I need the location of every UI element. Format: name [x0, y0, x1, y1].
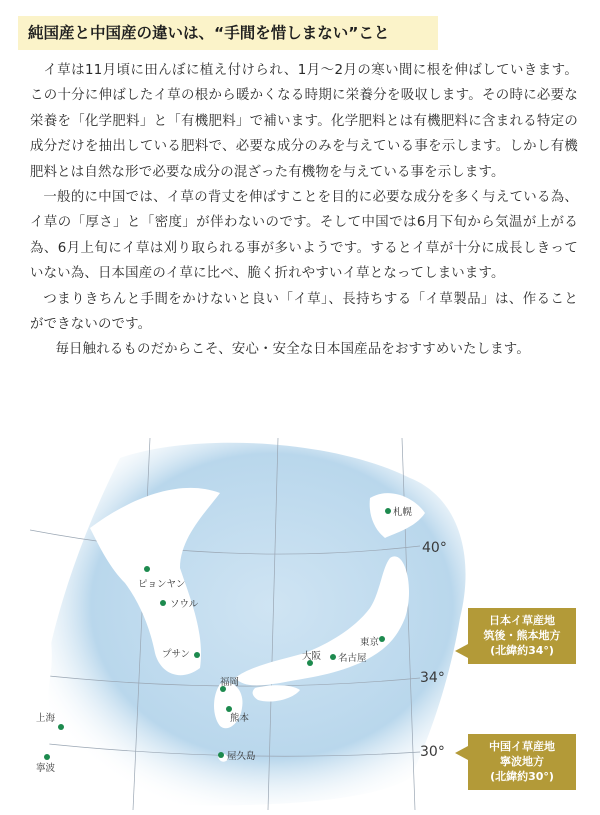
latitude-label-40: 40° — [422, 540, 447, 556]
callout-china-line3: (北緯約30°) — [490, 770, 554, 783]
city-dot-busan — [194, 652, 200, 658]
city-label-seoul: ソウル — [170, 599, 199, 610]
city-dot-nagoya — [330, 654, 336, 660]
city-dot-yakushima — [218, 752, 224, 758]
paragraph-2: 一般的に中国では、イ草の背丈を伸ばすことを目的に必要な成分を多く与えている為、イ草の「厚さ」と「密度」が伴わないのです。そして中国では6月下旬から気温が上がる為、6月上旬にイ草は刈り取られる事が多いようです。するとイ草が十分に成長しきっていない為、日本国産のイ草に比べ、脆く折れやすいイ草となってしまいます。 — [30, 190, 578, 282]
city-label-nagoya: 名古屋 — [338, 653, 367, 664]
city-label-fukuoka: 福岡 — [220, 677, 240, 688]
latitude-label-30: 30° — [420, 744, 445, 760]
city-dot-shanghai — [58, 724, 64, 730]
callout-arrow — [455, 644, 468, 658]
japan-production-callout — [468, 608, 576, 664]
article-body — [30, 58, 578, 363]
city-label-shanghai: 上海 — [36, 713, 56, 724]
city-label-kumamoto: 熊本 — [230, 713, 250, 724]
callout-japan-line3: (北緯約34°) — [490, 644, 554, 657]
china-production-callout — [468, 734, 576, 790]
city-label-yakushima: 屋久島 — [227, 751, 256, 762]
city-label-tokyo: 東京 — [360, 637, 380, 648]
city-label-pyongyang: ピョンヤン — [138, 579, 186, 590]
city-dot-pyongyang — [144, 566, 150, 572]
callout-japan-line1: 日本イ草産地 — [489, 614, 555, 627]
city-label-sapporo: 札幌 — [393, 507, 413, 518]
city-dot-sapporo — [385, 508, 391, 514]
city-label-osaka: 大阪 — [302, 651, 322, 662]
city-dot-seoul — [160, 600, 166, 606]
production-region-map — [30, 438, 585, 810]
paragraph-1: イ草は11月頃に田んぼに植え付けられ、1月〜2月の寒い間に根を伸ばしていきます。この十分に伸ばしたイ草の根から暖かくなる時期に栄養分を吸収します。その時に必要な栄養を「化学肥料」と「有機肥料」で補います。化学肥料とは有機肥料に含まれる特定の成分だけを抽出している肥料で、必要な成分のみを与えている事を示します。しかし有機肥料とは自然な形で必要な成分の混ざった有機物を与えている事を示します。 — [30, 63, 578, 180]
callout-china-line1: 中国イ草産地 — [489, 740, 555, 753]
city-label-ningbo: 寧波 — [36, 763, 56, 774]
latitude-label-34: 34° — [420, 670, 445, 686]
callout-japan-line2: 筑後・熊本地方 — [483, 629, 561, 642]
paragraph-3: つまりきちんと手間をかけないと良い「イ草」、長持ちする「イ草製品」は、作ることができないのです。 — [30, 291, 578, 333]
city-label-busan: プサン — [162, 649, 191, 660]
city-dot-tokyo — [379, 636, 385, 642]
closing-line: 毎日触れるものだからこそ、安心・安全な日本国産品をおすすめいたします。 — [55, 342, 530, 358]
page-title: 純国産と中国産の違いは、“手間を惜しまない”こと — [18, 16, 438, 50]
callout-arrow — [455, 746, 468, 760]
callout-china-line2: 寧波地方 — [500, 755, 544, 768]
